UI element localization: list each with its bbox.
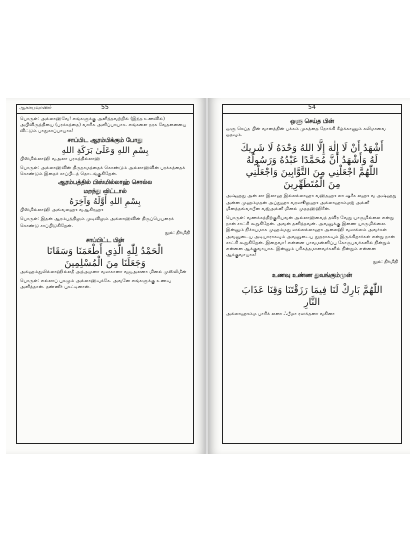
right-page-number: 54 — [308, 104, 316, 111]
left-page-header — [17, 104, 193, 114]
meaning-after-wudu: பொருள்: வணக்கத்திற்குரியவன் அல்லாஹ்வைத் தவிர வேறு யாருமில்லை என்று நான் சாட்சி கூறுகிறேன். அவன் தனித்தவன். அவனுக்கு இணை யாருமில்லை. இன்னும் நிச்சயமாக முஹம்மது ஸல்லல்லாஹு அலைஹி வஸல்லம் அவர்கள் அவனுடைய அடியாராகவும் அவனுடைய தூதராகவும் இருக்கிறார்கள் என்று நான் சாட்சி கூறுகிறேன். இறைவா! என்னை பாவமன்னிப்பு கோருபவர்களில் நின்றும் என்னை ஆக்குவாயாக. இன்னும் பரிசுத்தமானவர்களில் நின்றும் என்னை ஆக்குவாயாக! — [226, 216, 395, 259]
meaning-after-eating: பொருள்: எல்லாப் புகழும் அல்லாஹ்வுக்கே. அவனே எங்களுக்கு உணவு அளித்தான். தண்ணீர் புகட்டினான். — [20, 279, 171, 291]
heading-after-wudu: ஒளு செய்த பின் — [290, 119, 334, 125]
transliteration-after-eating: அல்ஹம்துலில்லாஹில்லதீ அத்அமனா வஸகானா வஜஅலனா மினல் முஸ்லிமீன் — [20, 269, 187, 275]
right-page-border — [222, 104, 402, 444]
transliteration-forgot-bismillah: பிஸ்மில்லாஹி அவ்வலஹு வஆகிரஹு — [20, 208, 104, 214]
arabic-shahada-line4: مِنَ الْمُتَطَهِّرِينَ — [283, 179, 341, 191]
left-header-label: ஆகாயவாணர் — [19, 105, 52, 111]
heading-before-meal: உணவு உண்ண துவங்கும்முன் — [272, 273, 352, 280]
left-page-border — [16, 104, 194, 444]
left-intro-text: பொருள்: அல்லாஹ்வே! எங்களுக்கு அளித்தவற்றில் (இந்த உணவில்) அபிவிருத்தியை (பரக்கத்தை) வாரிசு அளிப்பாயாக. எங்களை நரக வேதனையை விட்டும் பாதுகாப்பாயாக! — [20, 117, 187, 135]
arabic-dua-forgot-bismillah: بِسْمِ اللهِ أَوَّلَهُ وَآخِرَهُ — [69, 197, 141, 208]
open-book — [6, 98, 410, 454]
arabic-dua-before-meal-line2: النَّارِ — [303, 297, 321, 309]
arabic-dua-after-eating-line1: الْحَمْدُ لِلّٰهِ الَّذِي أَطْعَمَنَا وَسَقَانَا — [46, 245, 164, 257]
left-page — [6, 98, 206, 454]
source-tirmidhi-left: நூல்: திர்மிதி — [165, 230, 190, 236]
heading-before-eating: சாப்பிட ஆரம்பிக்கும் போது — [67, 137, 143, 144]
right-page-header — [223, 104, 401, 114]
left-page-number: 55 — [101, 104, 109, 111]
arabic-dua-before-meal-line1: اللّٰهُمَّ بَارِكْ لَنَا فِيمَا رَزَقْتَنَا وَقِنَا عَذَابَ — [241, 285, 383, 297]
arabic-dua-before-eating: بِسْمِ اللهِ وَعَلَىٰ بَرَكَةِ اللهِ — [61, 145, 149, 156]
heading-forgot-bismillah-1: ஆரம்பத்தில் பிஸ்மில்லாஹ் சொல்ல — [57, 180, 153, 187]
meaning-forgot-bismillah: பொருள்: இதன் ஆரம்பத்திலும் முடிவிலும் அல்லாஹ்வின் திருப்பெயரைக் கொண்டு சாப்பிடுகிறேன். — [20, 217, 174, 229]
transliteration-before-eating: பிஸ்மில்லாஹி வஅலா பரகத்தில்லாஹ் — [20, 156, 101, 162]
heading-after-eating: சாப்பிட்ட பின் — [86, 237, 124, 244]
left-page-body — [20, 117, 190, 440]
arabic-shahada-line3: اللّٰهُمَّ اجْعَلْنِي مِنَ التَّوَّابِينَ وَاجْعَلْنِي — [245, 167, 379, 179]
right-page-body — [226, 117, 398, 440]
transliteration-before-meal: அல்லாஹும்ம பாரிக் லனா ஃபீமா ரஸக்தனா வகினா — [226, 312, 335, 318]
arabic-shahada-line1: أَشْهَدُ أَنْ لَا إِلٰهَ إِلَّا اللهُ وَحْدَهُ لَا شَرِيكَ — [240, 143, 384, 155]
right-page — [208, 98, 410, 454]
transliteration-after-wudu: அஷ்ஹது அன் லா இலாஹ இல்லல்லாஹு வஹ்தஹு லா ஷரீக லஹு வ அஷ்ஹது அன்ன முஹம்மதன் அப்துஹு வரஸூலுஹு அல்லாஹும்மஜ் அல்னீ மினத்தவ்வாபீன வஜ்அல்னீ மினல் முததஹ்ஹிரீன். — [226, 194, 397, 212]
arabic-dua-after-eating-line2: وَجَعَلَنَا مِنَ الْمُسْلِمِينَ — [64, 257, 146, 269]
meaning-before-eating: பொருள்: அல்லாஹ்வின் திருநாமத்தைக் கொண்டும் அல்லாஹ்வின் பரக்கத்தைக் கொண்டும் இதைச் சாப்பிடத் தொடங்குகிறேன். — [20, 165, 186, 178]
heading-forgot-bismillah-2: மறந்து விட்டால் — [83, 189, 127, 196]
arabic-shahada-line2: لَهُ وَأَشْهَدُ أَنَّ مُحَمَّدًا عَبْدُهُ وَرَسُولُهُ — [246, 155, 378, 167]
right-intro-text: ஒளு செய்த பின் வானத்தின் பக்கம் முகத்தை நோக்கி கீழ்க்காணும் கலிமாவை ஓதவும். — [226, 127, 386, 139]
source-tirmidhi-right: நூல்: திர்மிதி — [373, 260, 398, 266]
